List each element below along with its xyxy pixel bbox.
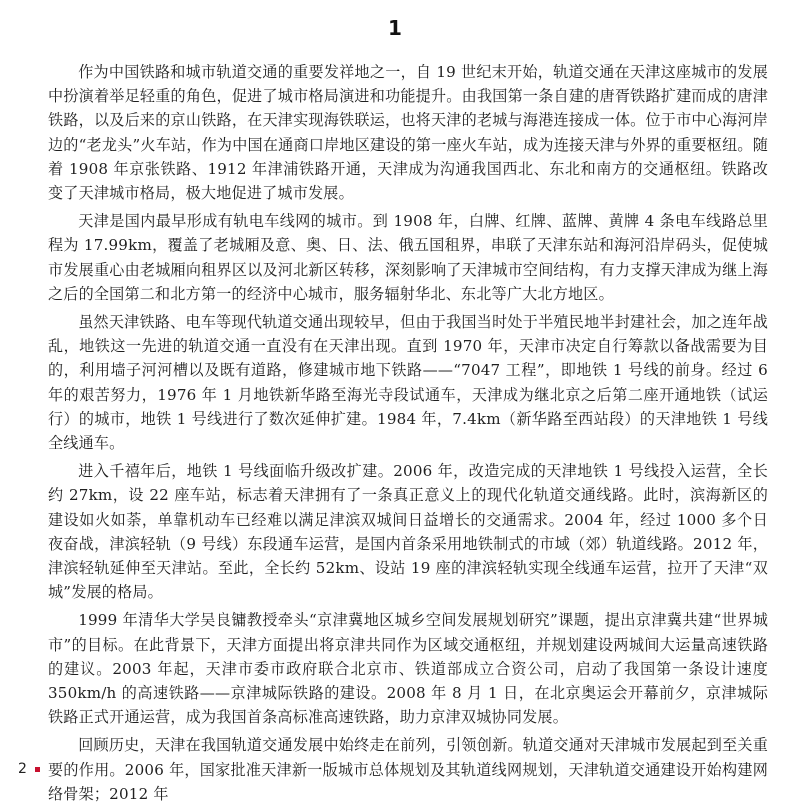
red-square-marker — [35, 767, 40, 772]
page-number: 2 — [18, 761, 27, 777]
paragraph: 1999 年清华大学吴良镛教授牵头“京津冀地区城乡空间发展规划研究”课题，提出京津冀共建“世界城市”的目标。在此背景下，天津方面提出将京津共同作为区域交通枢纽，并规划建设两城间大运量高速铁路的建议。2003 年起，天津市委市政府联合北京市、铁道部成立合资公司，启动了我国第一条设计速度 350km/h 的高速铁路——京津城际铁路的建设。2008 年 8 月 1 日，在北京奥运会开幕前夕，京津城际铁路正式开通运营，成为我国首条高标准高速铁路，助力京津双城协同发展。 — [48, 611, 768, 727]
paragraph: 回顾历史，天津在我国轨道交通发展中始终走在前列，引领创新。轨道交通对天津城市发展起到至关重要的作用。2006 年，国家批准天津新一版城市总体规划及其轨道线网规划，天津轨道交通建设开始构建网络骨架；2012 年 — [48, 736, 768, 803]
page-footer — [18, 761, 40, 777]
paragraph: 虽然天津铁路、电车等现代轨道交通出现较早，但由于我国当时处于半殖民地半封建社会，加之连年战乱，地铁这一先进的轨道交通一直没有在天津出现。直到 1970 年，天津市决定自行筹款以备战需要为目的，利用墙子河河槽以及既有道路，修建城市地下铁路——“7047 工程”，即地铁 1 号线的前身。经过 6 年的艰苦努力，1976 年 1 月地铁新华路至海光寺段试通车，天津成为继北京之后第二座开通地铁（试运行）的城市，地铁 1 号线进行了数次延伸扩建。1984 年，7.4km（新华路至西站段）的天津地铁 1 号线全线通车。 — [48, 313, 768, 453]
paragraph: 作为中国铁路和城市轨道交通的重要发祥地之一，自 19 世纪末开始，轨道交通在天津这座城市的发展中扮演着举足轻重的角色，促进了城市格局演进和功能提升。由我国第一条自建的唐胥铁路扩建而成的唐津铁路，以及后来的京山铁路，在天津实现海铁联运，也将天津的老城与海港连接成一体。位于市中心海河岸边的“老龙头”火车站，作为中国在通商口岸地区建设的第一座火车站，成为连接天津与外界的重要枢纽。随着 1908 年京张铁路、1912 年津浦铁路开通，天津成为沟通我国西北、东北和南方的交通枢纽。铁路改变了天津城市格局，极大地促进了城市发展。 — [48, 63, 768, 203]
paragraph: 进入千禧年后，地铁 1 号线面临升级改扩建。2006 年，改造完成的天津地铁 1 号线投入运营，全长约 27km，设 22 座车站，标志着天津拥有了一条真正意义上的现代化轨道交通线路。此时，滨海新区的建设如火如荼，单靠机动车已经难以满足津滨双城间日益增长的交通需求。2004 年，经过 1000 多个日夜奋战，津滨轻轨（9 号线）东段通车运营，是国内首条采用地铁制式的市域（郊）轨道线路。2012 年，津滨轻轨延伸至天津站。至此，全长约 52km、设站 19 座的津滨轻轨实现全线通车运营，拉开了天津“双城”发展的格局。 — [48, 462, 768, 602]
paragraph: 天津是国内最早形成有轨电车线网的城市。到 1908 年，白牌、红牌、蓝牌、黄牌 4 条电车线路总里程为 17.99km，覆盖了老城厢及意、奥、日、法、俄五国租界，串联了天津东站和海河沿岸码头，促使城市发展重心由老城厢向租界区以及河北新区转移，深刻影响了天津城市空间结构，有力支撑天津成为继上海之后的全国第二和北方第一的经济中心城市，服务辐射华北、东北等广大北方地区。 — [48, 212, 768, 303]
chapter-number: 1 — [388, 16, 402, 40]
body-text — [48, 60, 768, 810]
